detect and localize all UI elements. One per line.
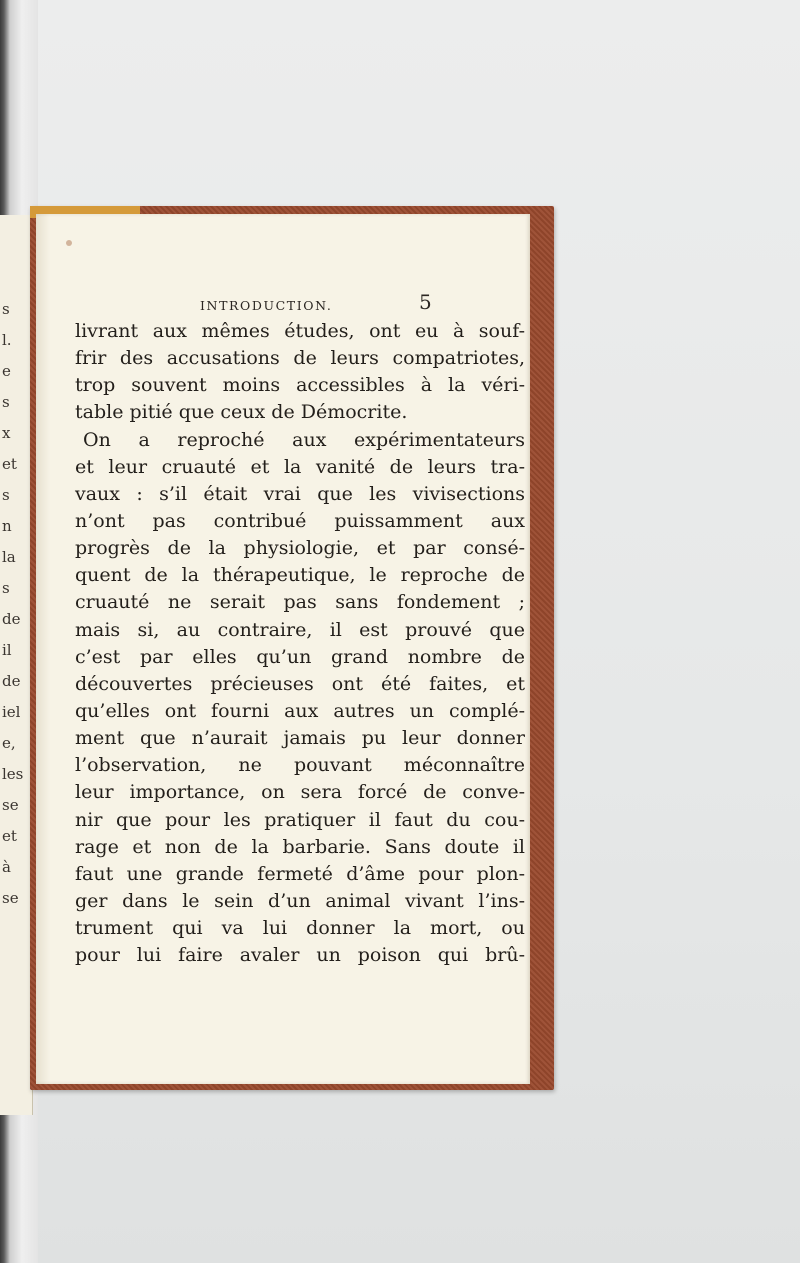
text-line: vaux : s’il était vrai que les vivisections — [75, 482, 525, 505]
text-line: qu’elles ont fourni aux autres un complé- — [75, 699, 525, 722]
facing-page-fragment: s — [2, 486, 10, 504]
facing-page-fragment: et — [2, 827, 17, 845]
ink-smudge — [66, 240, 72, 246]
text-line: pour lui faire avaler un poison qui brû- — [75, 944, 525, 967]
text-line: trop souvent moins accessibles à la véri- — [75, 374, 525, 397]
facing-page-fragments — [0, 300, 30, 920]
page-number: 5 — [419, 290, 432, 314]
facing-page-fragment: et — [2, 455, 17, 473]
text-line: On a reproché aux expérimentateurs — [83, 428, 525, 451]
text-line: ger dans le sein d’un animal vivant l’ins- — [75, 889, 525, 912]
facing-page-fragment: à — [2, 858, 11, 876]
body-text — [75, 318, 525, 968]
facing-page-fragment: il — [2, 641, 12, 659]
facing-page-fragment: les — [2, 765, 24, 783]
text-line: trument qui va lui donner la mort, ou — [75, 917, 525, 940]
text-line: ment que n’aurait jamais pu leur donner — [75, 727, 525, 750]
facing-page-fragment: se — [2, 796, 19, 814]
text-line: quent de la thérapeutique, le reproche de — [75, 564, 525, 587]
facing-page-fragment: iel — [2, 703, 21, 721]
facing-page-fragment: se — [2, 889, 19, 907]
facing-page-fragment: n — [2, 517, 12, 535]
facing-page-fragment: e, — [2, 734, 16, 752]
running-title: INTRODUCTION. — [200, 298, 333, 313]
text-line: faut une grande fermeté d’âme pour plon- — [75, 862, 525, 885]
text-line: frir des accusations de leurs compatriotes, — [75, 347, 525, 370]
facing-page-fragment: s — [2, 393, 10, 411]
text-line: et leur cruauté et la vanité de leurs tra- — [75, 455, 525, 478]
facing-page-fragment: s — [2, 579, 10, 597]
text-line: mais si, au contraire, il est prouvé que — [75, 618, 525, 641]
facing-page-fragment: l. — [2, 331, 12, 349]
text-line: progrès de la physiologie, et par consé- — [75, 537, 525, 560]
facing-page-fragment: la — [2, 548, 16, 566]
text-line: c’est par elles qu’un grand nombre de — [75, 645, 525, 668]
text-line: nir que pour les pratiquer il faut du cou- — [75, 808, 525, 831]
facing-page-fragment: de — [2, 672, 21, 690]
text-line: cruauté ne serait pas sans fondement ; — [75, 591, 525, 614]
text-line: l’observation, ne pouvant méconnaître — [75, 754, 525, 777]
facing-page-fragment: s — [2, 300, 10, 318]
facing-page-fragment: x — [2, 424, 11, 442]
facing-page-fragment: de — [2, 610, 21, 628]
text-line: n’ont pas contribué puissamment aux — [75, 509, 525, 532]
text-line: leur importance, on sera forcé de conve- — [75, 781, 525, 804]
text-line: livrant aux mêmes études, ont eu à souf- — [75, 320, 525, 342]
page-header — [200, 290, 440, 318]
text-line: rage et non de la barbarie. Sans doute il — [75, 835, 525, 858]
text-line: découvertes précieuses ont été faites, et — [75, 672, 525, 695]
facing-page-fragment: e — [2, 362, 11, 380]
text-line: table pitié que ceux de Démocrite. — [75, 401, 408, 424]
